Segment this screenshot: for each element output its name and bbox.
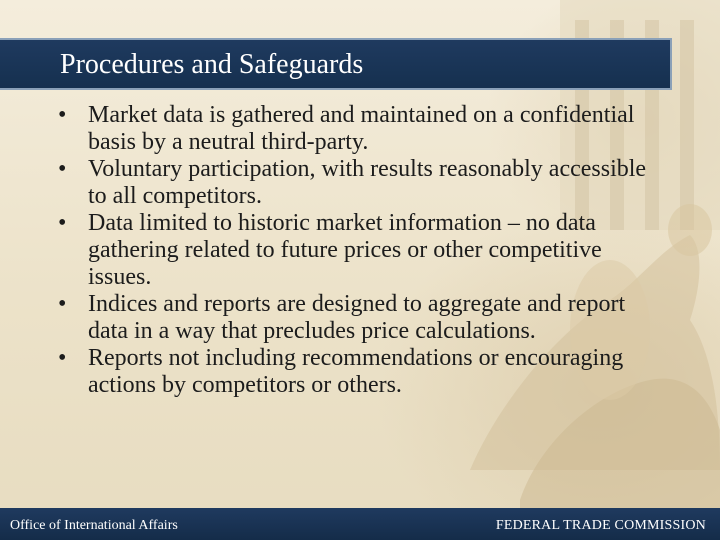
footer-agency-name: FEDERAL TRADE COMMISSION — [495, 518, 706, 533]
bullet-marker: • — [58, 210, 67, 236]
bullet-marker: • — [58, 102, 67, 128]
slide-title: Procedures and Safeguards — [60, 49, 364, 80]
bullet-text: Indices and reports are designed to aggregate and report data in a way that precludes price calculations. — [88, 291, 626, 344]
bullet-marker: • — [58, 345, 67, 371]
bullet-item — [58, 210, 658, 291]
title-bar — [0, 38, 672, 90]
bullet-text: Voluntary participation, with results reasonably accessible to all competitors. — [88, 156, 647, 209]
bullet-list — [58, 102, 658, 399]
bullet-text: Market data is gathered and maintained on a confidential basis by a neutral third-party. — [88, 102, 635, 155]
bullet-item — [58, 156, 658, 210]
bullet-marker: • — [58, 156, 67, 182]
bullet-item — [58, 102, 658, 156]
footer-bar — [0, 508, 720, 540]
bullet-text: Data limited to historic market information – no data gathering related to future prices or other competitive issues. — [88, 210, 602, 290]
bullet-item — [58, 291, 658, 345]
bullet-text: Reports not including recommendations or encouraging actions by competitors or others. — [88, 345, 624, 398]
bullet-item — [58, 345, 658, 399]
bullet-marker: • — [58, 291, 67, 317]
footer-office-name: Office of International Affairs — [10, 518, 178, 533]
